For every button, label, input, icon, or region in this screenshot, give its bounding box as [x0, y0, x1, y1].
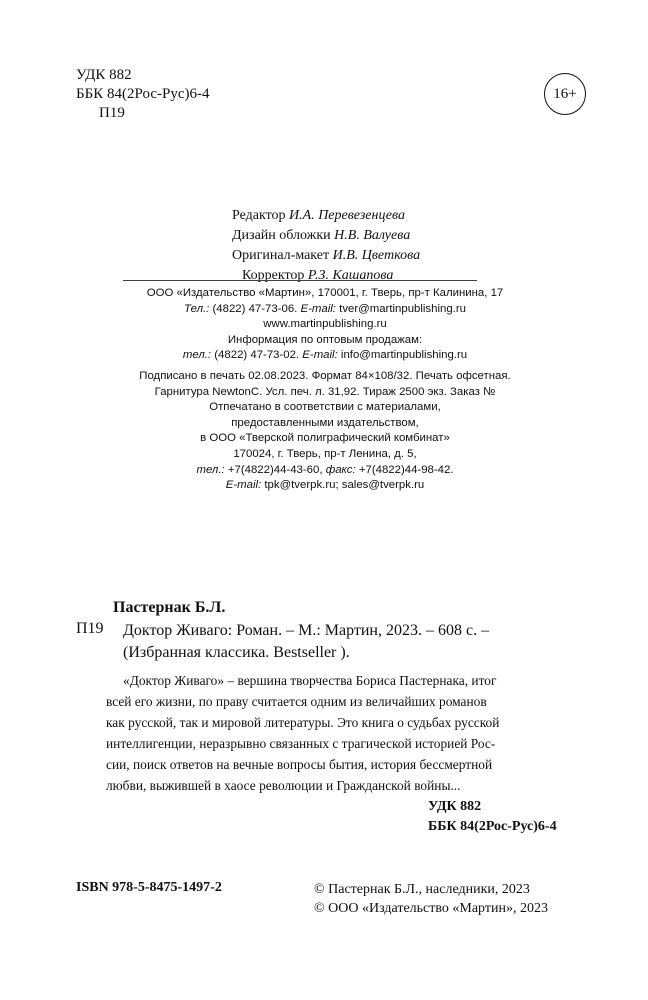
print-note-1: Отпечатано в соответствии с материалами, [209, 401, 441, 414]
wholesale-contacts: тел.: (4822) 47-73-02. E-mail: info@martinpublishing.ru [182, 349, 468, 362]
bib-author-mark: П19 [76, 620, 104, 637]
printer-address: 170024, г. Тверь, пр-т Ленина, д. 5, [233, 447, 417, 460]
annotation-line: любви, выжившей в хаосе революции и Гражданской войны... [106, 778, 461, 793]
udk-code: УДК 882 [76, 67, 132, 83]
annotation-line: как русской, так и мировой литературы. Это книга о судьбах русской [106, 715, 500, 730]
printer-phones: тел.: +7(4822)44-43-60, факс: +7(4822)44-98-42. [196, 463, 454, 476]
bib-line-2: (Избранная классика. Bestseller ). [123, 644, 350, 661]
classification-codes-bottom [428, 797, 557, 837]
bbk-code-bottom: ББК 84(2Рос-Рус)6-4 [428, 819, 557, 834]
age-rating-text: 16+ [553, 85, 577, 102]
classification-codes [76, 66, 209, 123]
print-note-2: предоставленными издательством, [231, 416, 419, 429]
copyright-line: © Пастернак Б.Л., наследники, 2023 [314, 882, 530, 897]
bib-description [123, 620, 489, 664]
bib-line-1: Доктор Живаго: Роман. – М.: Мартин, 2023. – 608 с. – [123, 622, 490, 639]
credit-layout: Оригинал-макет И.В. Цветкова [232, 248, 421, 263]
udk-code-bottom: УДК 882 [428, 799, 482, 814]
annotation [106, 670, 556, 796]
publisher-contacts: Тел.: (4822) 47-73-06. E-mail: tver@martinpublishing.ru [184, 302, 466, 315]
annotation-line: всей его жизни, по праву считается одним из величайших романов [106, 694, 487, 709]
annotation-line: интеллигенции, неразрывно связанных с трагической историей Рос- [106, 736, 496, 751]
print-format: Гарнитура NewtonC. Усл. печ. л. 31,92. Тираж 2500 экз. Заказ № [154, 385, 496, 398]
printer-name: в ООО «Тверской полиграфический комбинат» [200, 432, 450, 445]
wholesale-heading: Информация по оптовым продажам: [227, 333, 423, 346]
annotation-line: сии, поиск ответов на вечные вопросы бытия, история бессмертной [106, 757, 493, 772]
printer-email: E-mail: tpk@tverpk.ru; sales@tverpk.ru [225, 479, 425, 492]
credit-cover-design: Дизайн обложки Н.В. Валуева [232, 228, 411, 243]
copyright-block [314, 880, 548, 918]
credit-proofreader: Корректор Р.З. Кашапова [242, 268, 394, 283]
publisher-website: www.martinpublishing.ru [263, 318, 387, 331]
annotation-line: «Доктор Живаго» – вершина творчества Бориса Пастернака, итог [123, 673, 497, 688]
bib-author: Пастернак Б.Л. [113, 599, 226, 616]
divider [123, 280, 477, 281]
isbn: ISBN 978-5-8475-1497-2 [76, 880, 222, 895]
print-signed: Подписано в печать 02.08.2023. Формат 84×108/32. Печать офсетная. [139, 369, 511, 382]
age-rating-badge [544, 73, 586, 115]
credit-editor: Редактор И.А. Перевезенцева [232, 208, 406, 223]
credits-block [232, 206, 420, 286]
bbk-code: ББК 84(2Рос-Рус)6-4 [76, 86, 210, 102]
author-mark: П19 [99, 105, 125, 121]
copyright-line: © ООО «Издательство «Мартин», 2023 [314, 901, 548, 916]
publisher-address: ООО «Издательство «Мартин», 170001, г. Тверь, пр-т Калинина, 17 [146, 287, 504, 299]
imprint-block [95, 286, 555, 494]
